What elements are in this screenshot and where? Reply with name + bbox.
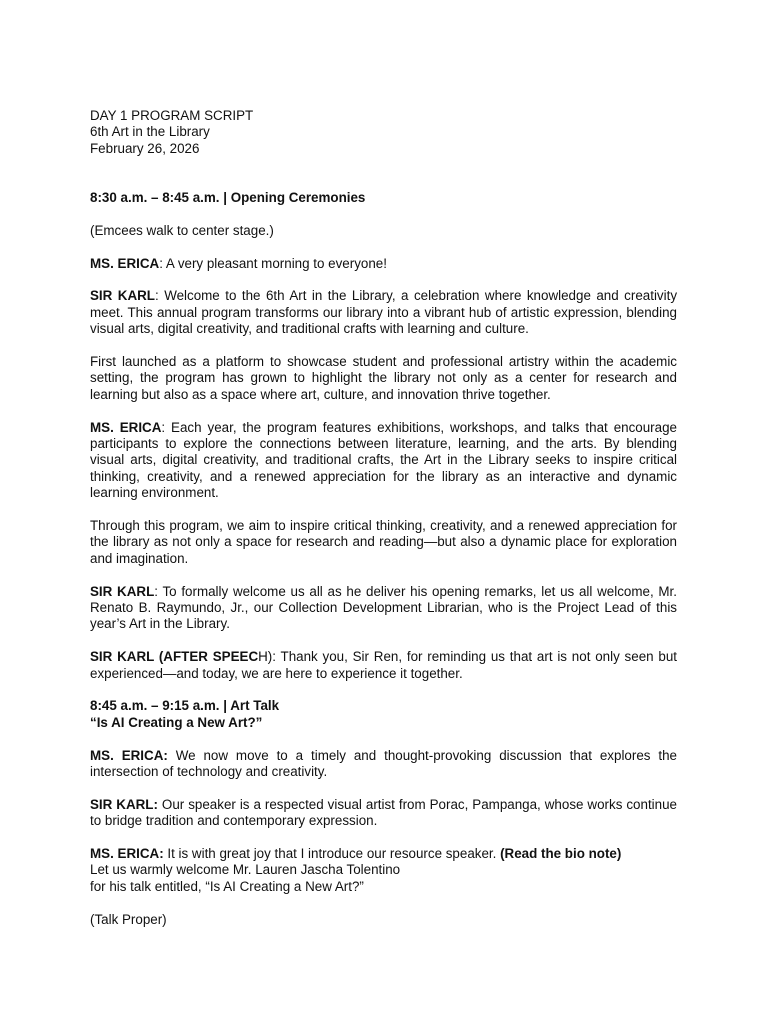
paragraph-launch: First launched as a platform to showcase student and professional artistry within the academic setting, the program has grown to highlight the library not only as a center for research and learning but also as a space where art, culture, and innovation thrive together. bbox=[90, 354, 677, 402]
line-text: It is with great joy that I introduce our resource speaker. bbox=[163, 846, 501, 862]
talk-title: “Is AI Creating a New Art?” bbox=[90, 714, 263, 730]
line-text: : Each year, the program features exhibitions, workshops, and talks that encourage participants to explore the connections between literature, learning, and the arts. By blending visual arts, digital creativity, and traditional crafts, the Art in the Library seeks to inspire critical thinking, creativity, and a renewed appreciation for the library as an interactive and dynamic learning environment. bbox=[90, 419, 677, 501]
line-text: : A very pleasant morning to everyone! bbox=[159, 255, 387, 271]
script-line-karl-1 bbox=[90, 288, 677, 337]
speaker-name-tail: H bbox=[258, 649, 268, 665]
stage-note: (Read the bio note) bbox=[500, 846, 622, 862]
script-line-karl-3 bbox=[90, 649, 677, 682]
line-text: We now move to a timely and thought-provoking discussion that explores the intersection of technology and creativity. bbox=[90, 747, 677, 780]
document-title: DAY 1 PROGRAM SCRIPT bbox=[90, 108, 254, 123]
event-date: February 26, 2026 bbox=[90, 140, 200, 156]
speaker-name: SIR KARL: bbox=[90, 796, 158, 812]
paragraph-through: Through this program, we aim to inspire critical thinking, creativity, and a renewed appreciation for the library as not only a space for research and reading—but also a dynamic place for exploration and imagination. bbox=[90, 518, 677, 566]
script-line-karl-2 bbox=[90, 584, 677, 633]
speaker-name: SIR KARL (AFTER SPEEC bbox=[90, 649, 259, 665]
speaker-name: SIR KARL bbox=[90, 583, 155, 599]
spacer bbox=[90, 174, 677, 190]
section-heading-art-talk bbox=[90, 698, 677, 731]
line-text: ): Thank you, Sir Ren, for reminding us that art is not only seen but experienced—and today, we are here to experience it together. bbox=[90, 649, 677, 681]
script-line-erica-1 bbox=[90, 256, 677, 272]
document-header bbox=[90, 108, 677, 157]
line-text: Our speaker is a respected visual artist from Porac, Pampanga, whose works continue to bridge tradition and contemporary expression. bbox=[90, 796, 677, 829]
section-heading-time: 8:45 a.m. – 9:15 a.m. | Art Talk bbox=[90, 698, 280, 714]
script-line-erica-3 bbox=[90, 748, 677, 781]
script-line-erica-4 bbox=[90, 846, 677, 895]
stage-direction-talk: (Talk Proper) bbox=[90, 911, 167, 927]
speaker-name: MS. ERICA: bbox=[90, 747, 168, 763]
event-name: 6th Art in the Library bbox=[90, 124, 210, 140]
speaker-name: MS. ERICA bbox=[90, 419, 162, 435]
speaker-name: MS. ERICA: bbox=[90, 846, 164, 862]
section-heading-opening: 8:30 a.m. – 8:45 a.m. | Opening Ceremonies bbox=[90, 190, 366, 205]
line-text: : To formally welcome us all as he deliver his opening remarks, let us all welcome, Mr. Renato B. Raymundo, Jr., our Collection Development Librarian, who is the Project Lead of this year’s Art in the Library. bbox=[90, 583, 677, 632]
speaker-name: SIR KARL bbox=[90, 288, 155, 304]
speaker-name: MS. ERICA bbox=[90, 255, 160, 271]
line-text: : Welcome to the 6th Art in the Library, a celebration where knowledge and creativity meet. This annual program transforms our library into a vibrant hub of artistic expression, blending visual arts, digital creativity, and traditional crafts with learning and culture. bbox=[90, 288, 678, 337]
document-page bbox=[90, 108, 677, 944]
script-line-karl-4 bbox=[90, 797, 677, 830]
line-text-2: Let us warmly welcome Mr. Lauren Jascha Tolentino bbox=[90, 862, 401, 878]
spacer bbox=[90, 157, 677, 173]
stage-direction: (Emcees walk to center stage.) bbox=[90, 222, 274, 238]
line-text-3: for his talk entitled, “Is AI Creating a New Art?” bbox=[90, 878, 364, 894]
script-line-erica-2 bbox=[90, 420, 677, 502]
